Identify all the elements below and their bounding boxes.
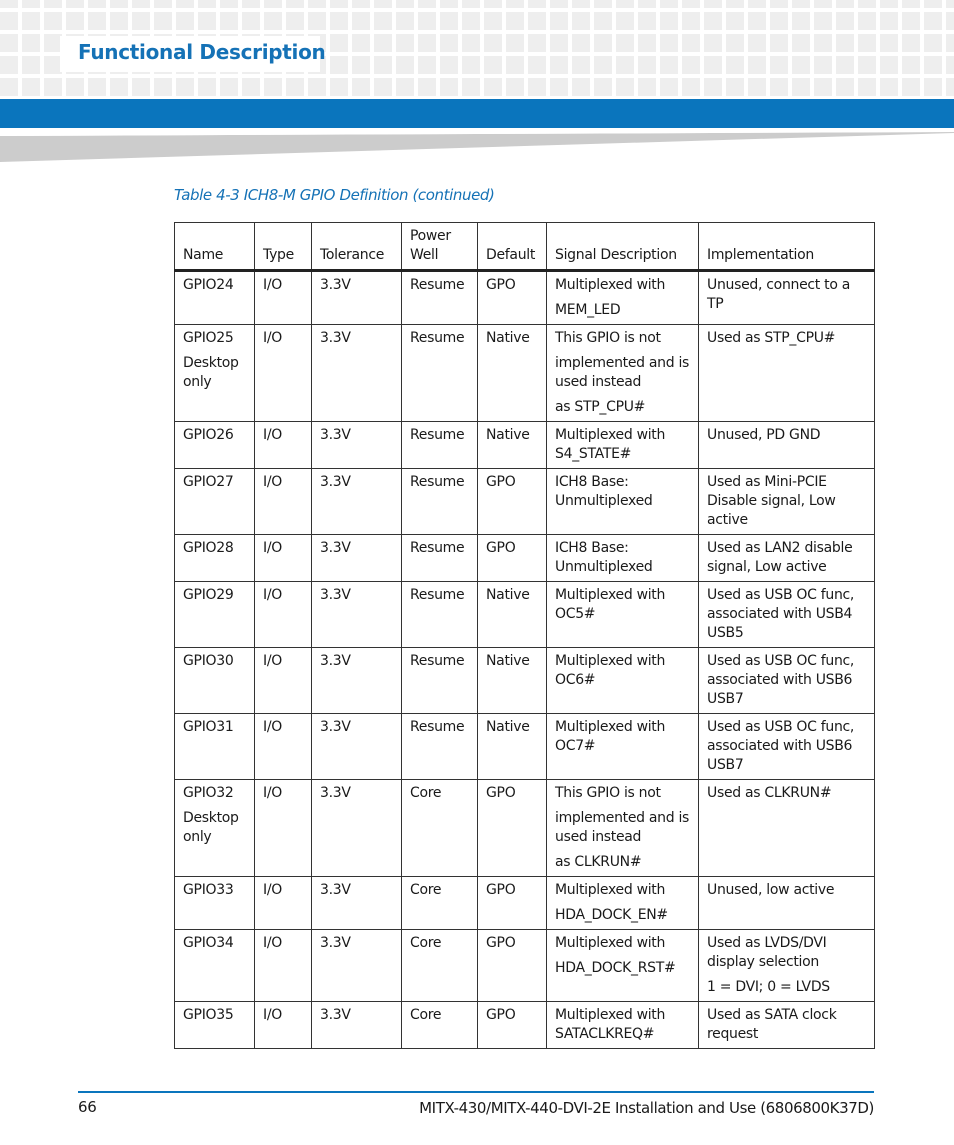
- cell-implementation: [699, 714, 875, 780]
- cell-tolerance: 3.3V: [312, 422, 402, 469]
- cell-name: [175, 469, 255, 535]
- cell-implementation-line: Unused, connect to a TP: [707, 277, 851, 312]
- cell-implementation: [699, 648, 875, 714]
- cell-default: GPO: [478, 535, 547, 582]
- cell-tolerance: 3.3V: [312, 535, 402, 582]
- cell-signal-description: [547, 648, 699, 714]
- cell-power-well: Resume: [402, 271, 478, 325]
- document-title: MITX-430/MITX-440-DVI-2E Installation and Use (6806800K37D): [419, 1099, 874, 1117]
- cell-signal-description-line: implemented and is used instead: [555, 810, 690, 845]
- cell-name-line: GPIO25: [183, 330, 234, 346]
- cell-type: I/O: [255, 535, 312, 582]
- table-row: [175, 422, 875, 469]
- cell-tolerance: 3.3V: [312, 877, 402, 930]
- table-row: [175, 271, 875, 325]
- cell-tolerance: 3.3V: [312, 714, 402, 780]
- cell-signal-description: [547, 1002, 699, 1049]
- table-row: [175, 877, 875, 930]
- cell-implementation-line: Used as CLKRUN#: [707, 785, 832, 801]
- table-row: [175, 582, 875, 648]
- cell-tolerance: 3.3V: [312, 325, 402, 422]
- cell-type: I/O: [255, 930, 312, 1002]
- cell-type: I/O: [255, 469, 312, 535]
- gpio-definition-table: [174, 222, 875, 1049]
- cell-signal-description-line: as STP_CPU#: [555, 399, 646, 415]
- cell-implementation-line: Used as USB OC func, associated with USB6 USB7: [707, 653, 855, 707]
- cell-implementation-line: Used as LAN2 disable signal, Low active: [707, 540, 853, 575]
- table-row: [175, 930, 875, 1002]
- cell-type: I/O: [255, 422, 312, 469]
- col-header-signal-description: Signal Description: [547, 223, 699, 271]
- cell-name-line: GPIO27: [183, 474, 234, 490]
- cell-signal-description-line: This GPIO is not: [555, 785, 661, 801]
- cell-tolerance: 3.3V: [312, 582, 402, 648]
- cell-name-line: GPIO33: [183, 882, 234, 898]
- cell-type: I/O: [255, 877, 312, 930]
- cell-signal-description: [547, 422, 699, 469]
- header-blue-bar: [0, 99, 954, 128]
- cell-signal-description-line: HDA_DOCK_RST#: [555, 960, 676, 976]
- table-row: [175, 325, 875, 422]
- col-header-tolerance: Tolerance: [312, 223, 402, 271]
- cell-signal-description-line: Multiplexed with SATACLKREQ#: [555, 1007, 666, 1042]
- cell-signal-description-line: Multiplexed with: [555, 277, 666, 293]
- cell-name-line: GPIO32: [183, 785, 234, 801]
- cell-type: I/O: [255, 780, 312, 877]
- cell-tolerance: 3.3V: [312, 271, 402, 325]
- cell-signal-description-line: ICH8 Base: Unmultiplexed: [555, 540, 653, 575]
- cell-implementation: [699, 582, 875, 648]
- col-header-type: Type: [255, 223, 312, 271]
- col-header-name: Name: [175, 223, 255, 271]
- cell-type: I/O: [255, 1002, 312, 1049]
- table-caption: Table 4-3 ICH8-M GPIO Definition (continued): [174, 186, 495, 204]
- cell-name-line: GPIO35: [183, 1007, 234, 1023]
- cell-implementation: [699, 325, 875, 422]
- cell-type: I/O: [255, 582, 312, 648]
- cell-tolerance: 3.3V: [312, 780, 402, 877]
- cell-power-well: Resume: [402, 422, 478, 469]
- cell-power-well: Resume: [402, 469, 478, 535]
- cell-signal-description-line: Multiplexed with OC5#: [555, 587, 666, 622]
- cell-name-line: Desktop only: [183, 355, 239, 390]
- cell-name-line: GPIO28: [183, 540, 234, 556]
- cell-name: [175, 714, 255, 780]
- cell-signal-description: [547, 714, 699, 780]
- cell-implementation: [699, 877, 875, 930]
- cell-signal-description: [547, 271, 699, 325]
- cell-power-well: Resume: [402, 582, 478, 648]
- cell-power-well: Resume: [402, 535, 478, 582]
- cell-name-line: GPIO34: [183, 935, 234, 951]
- cell-signal-description-line: Multiplexed with S4_STATE#: [555, 427, 666, 462]
- cell-implementation: [699, 469, 875, 535]
- cell-name: [175, 325, 255, 422]
- cell-signal-description: [547, 582, 699, 648]
- table-body: [175, 271, 875, 1049]
- cell-type: I/O: [255, 325, 312, 422]
- cell-default: GPO: [478, 930, 547, 1002]
- cell-implementation-line: 1 = DVI; 0 = LVDS: [707, 979, 830, 995]
- cell-default: GPO: [478, 780, 547, 877]
- cell-implementation-line: Used as STP_CPU#: [707, 330, 836, 346]
- cell-tolerance: 3.3V: [312, 930, 402, 1002]
- table-header-row: [175, 223, 875, 271]
- col-header-power-well: Power Well: [402, 223, 478, 271]
- cell-name: [175, 780, 255, 877]
- cell-signal-description: [547, 535, 699, 582]
- cell-signal-description: [547, 877, 699, 930]
- cell-name-line: GPIO26: [183, 427, 234, 443]
- header-grey-wedge: [0, 128, 954, 164]
- cell-name: [175, 930, 255, 1002]
- cell-tolerance: 3.3V: [312, 648, 402, 714]
- cell-implementation-line: Used as LVDS/DVI display selection: [707, 935, 827, 970]
- cell-name: [175, 648, 255, 714]
- cell-signal-description: [547, 930, 699, 1002]
- cell-power-well: Core: [402, 930, 478, 1002]
- cell-implementation: [699, 535, 875, 582]
- cell-signal-description-line: implemented and is used instead: [555, 355, 690, 390]
- col-header-default: Default: [478, 223, 547, 271]
- cell-signal-description-line: ICH8 Base: Unmultiplexed: [555, 474, 653, 509]
- cell-signal-description-line: as CLKRUN#: [555, 854, 642, 870]
- cell-signal-description-line: This GPIO is not: [555, 330, 661, 346]
- cell-type: I/O: [255, 714, 312, 780]
- cell-name: [175, 535, 255, 582]
- cell-name: [175, 1002, 255, 1049]
- cell-signal-description: [547, 780, 699, 877]
- col-header-implementation: Implementation: [699, 223, 875, 271]
- cell-implementation-line: Used as SATA clock request: [707, 1007, 837, 1042]
- table-row: [175, 714, 875, 780]
- cell-implementation: [699, 422, 875, 469]
- cell-default: Native: [478, 582, 547, 648]
- cell-implementation-line: Unused, PD GND: [707, 427, 821, 443]
- cell-implementation: [699, 271, 875, 325]
- cell-signal-description-line: Multiplexed with: [555, 935, 666, 951]
- cell-name-line: Desktop only: [183, 810, 239, 845]
- page-number: 66: [78, 1098, 97, 1116]
- cell-implementation-line: Used as USB OC func, associated with USB4 USB5: [707, 587, 855, 641]
- cell-name-line: GPIO30: [183, 653, 234, 669]
- cell-default: GPO: [478, 877, 547, 930]
- table-row: [175, 648, 875, 714]
- cell-implementation: [699, 780, 875, 877]
- cell-implementation-line: Used as USB OC func, associated with USB6 USB7: [707, 719, 855, 773]
- cell-power-well: Resume: [402, 714, 478, 780]
- cell-type: I/O: [255, 648, 312, 714]
- cell-signal-description-line: Multiplexed with OC7#: [555, 719, 666, 754]
- cell-implementation: [699, 1002, 875, 1049]
- cell-name-line: GPIO24: [183, 277, 234, 293]
- page-title: Functional Description: [78, 40, 326, 64]
- cell-default: Native: [478, 648, 547, 714]
- cell-power-well: Core: [402, 877, 478, 930]
- cell-power-well: Resume: [402, 325, 478, 422]
- cell-name: [175, 271, 255, 325]
- cell-default: Native: [478, 325, 547, 422]
- cell-name: [175, 877, 255, 930]
- cell-tolerance: 3.3V: [312, 1002, 402, 1049]
- cell-implementation-line: Used as Mini-PCIE Disable signal, Low active: [707, 474, 836, 528]
- cell-implementation: [699, 930, 875, 1002]
- table-row: [175, 469, 875, 535]
- cell-signal-description-line: Multiplexed with: [555, 882, 666, 898]
- table-row: [175, 780, 875, 877]
- cell-signal-description-line: MEM_LED: [555, 302, 621, 318]
- footer-rule: [78, 1091, 874, 1093]
- cell-default: GPO: [478, 271, 547, 325]
- cell-implementation-line: Unused, low active: [707, 882, 835, 898]
- cell-power-well: Resume: [402, 648, 478, 714]
- table-row: [175, 535, 875, 582]
- cell-type: I/O: [255, 271, 312, 325]
- cell-default: Native: [478, 422, 547, 469]
- cell-power-well: Core: [402, 780, 478, 877]
- cell-name-line: GPIO29: [183, 587, 234, 603]
- cell-default: GPO: [478, 1002, 547, 1049]
- cell-signal-description-line: Multiplexed with OC6#: [555, 653, 666, 688]
- cell-name: [175, 422, 255, 469]
- cell-signal-description: [547, 469, 699, 535]
- cell-tolerance: 3.3V: [312, 469, 402, 535]
- cell-default: Native: [478, 714, 547, 780]
- table-row: [175, 1002, 875, 1049]
- cell-name-line: GPIO31: [183, 719, 234, 735]
- cell-name: [175, 582, 255, 648]
- cell-default: GPO: [478, 469, 547, 535]
- cell-signal-description: [547, 325, 699, 422]
- cell-signal-description-line: HDA_DOCK_EN#: [555, 907, 668, 923]
- cell-power-well: Core: [402, 1002, 478, 1049]
